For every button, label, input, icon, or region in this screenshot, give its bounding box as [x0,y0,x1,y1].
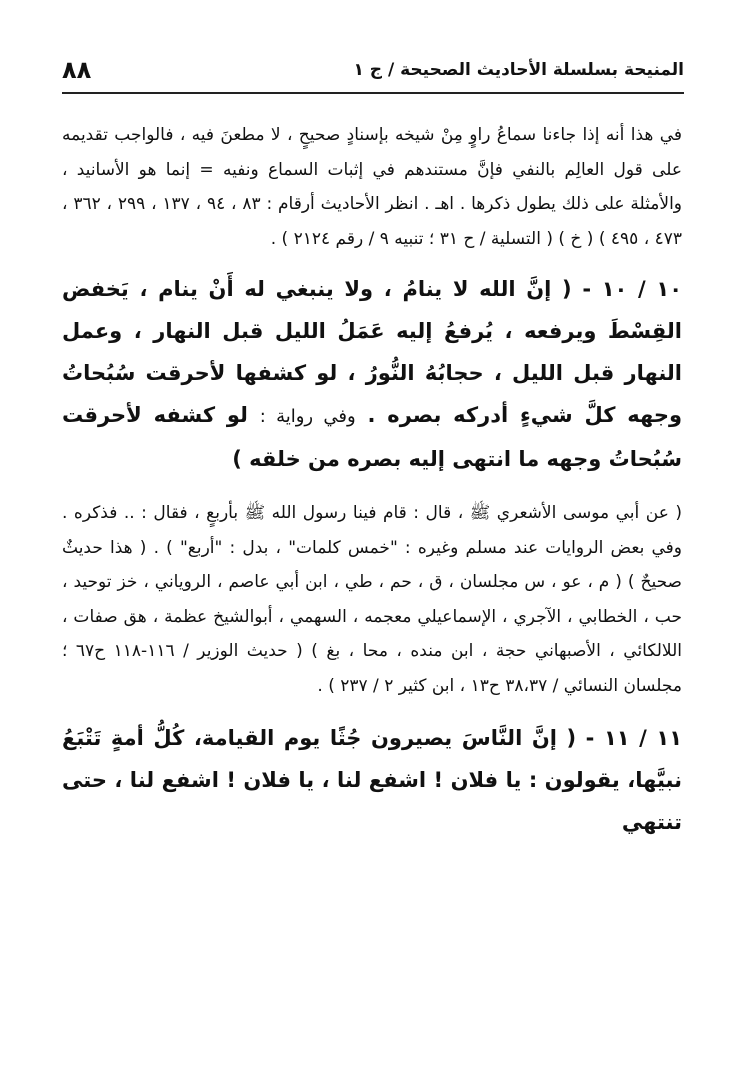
hadith-10-takhrij: ( عن أبي موسى الأشعري ﷺ ، قال : قام فينا رسول الله ﷺ بأربعٍ ، فقال : .. فذكره . وفي بعض الروايات عند مسلم وغيره : "خمس كلمات" ، بدل : "أربع" ) . ( هذا حديثٌ صحيحٌ ) ( م ، عو ، س مجلسان ، ق ، حم ، طي ، ابن أبي عاصم ، الروياني ، خز توحيد ، حب ، الخطابي ، الآجري ، الإسماعيلي معجمه ، السهمي ، أبوالشيخ عظمة ، هق صفات ، اللالكائي ، الأصبهاني حجة ، ابن منده ، محا ، بغ ) ( حديث الوزير / ١١٦-١١٨ ح٦٧ ؛ مجلسان النسائي / ٣٨،٣٧ ح١٣ ، ابن كثير ٢ / ٢٣٧ ) . [62,503,682,696]
hadith-10-riwaya-text: لو كشفه لأحرقت سُبُحاتُ وجهه ما انتهى إليه بصره من خلقه ) [62,403,682,471]
hadith-11-number: ١١ / ١١ - [585,726,683,750]
hadith-11 [62,717,682,843]
page-body [62,118,682,843]
hadith-10 [62,268,682,480]
book-title: المنيحة بسلسلة الأحاديث الصحيحة / ج ١ [353,60,684,80]
hadith-10-number: ١٠ / ١٠ - [582,277,683,301]
header-divider [62,92,684,94]
page-number: ٨٨ [62,56,92,84]
page-header [62,52,684,88]
hadith-10-text: ( إنَّ الله لا ينامُ ، ولا ينبغي له أَنْ ينام ، يَخفض القِسْطَ ويرفعه ، يُرفعُ إليه عَمَلُ الليل قبل النهار ، وعمل النهار قبل الليل ، حجابُهُ النُّورُ ، لو كشفها لأحرقت سُبُحاتُ وجهه كلَّ شيءٍ أدركه بصره . [62,277,683,427]
intro-paragraph: في هذا أنه إذا جاءنا سماعُ راوٍ مِنْ شيخه بإسنادٍ صحيحٍ ، لا مطعنَ فيه ، فالواجب تقديمه على قول العالِم بالنفي فإنَّ مستندهم في إثبات السماع ونفيه = إنما هو الأسانيد ، والأمثلة على ذلك يطول ذكرها . اهـ . انظر الأحاديث أرقام : ٨٣ ، ٩٤ ، ١٣٧ ، ٢٩٩ ، ٣٦٢ ، ٤٧٣ ، ٤٩٥ ) ( خ ) ( التسلية / ح ٣١ ؛ تنبيه ٩ / رقم ٢١٢٤ ) . [62,125,682,249]
hadith-11-text: ( إنَّ النَّاسَ يصيرون جُثًا يوم القيامة، كُلُّ أمةٍ تَتْبَعُ نبيَّها، يقولون : يا فلان ! اشفع لنا ، يا فلان ! اشفع لنا ، حتى تنتهي [62,726,682,834]
hadith-10-riwaya-label: وفي رواية : [259,406,356,427]
